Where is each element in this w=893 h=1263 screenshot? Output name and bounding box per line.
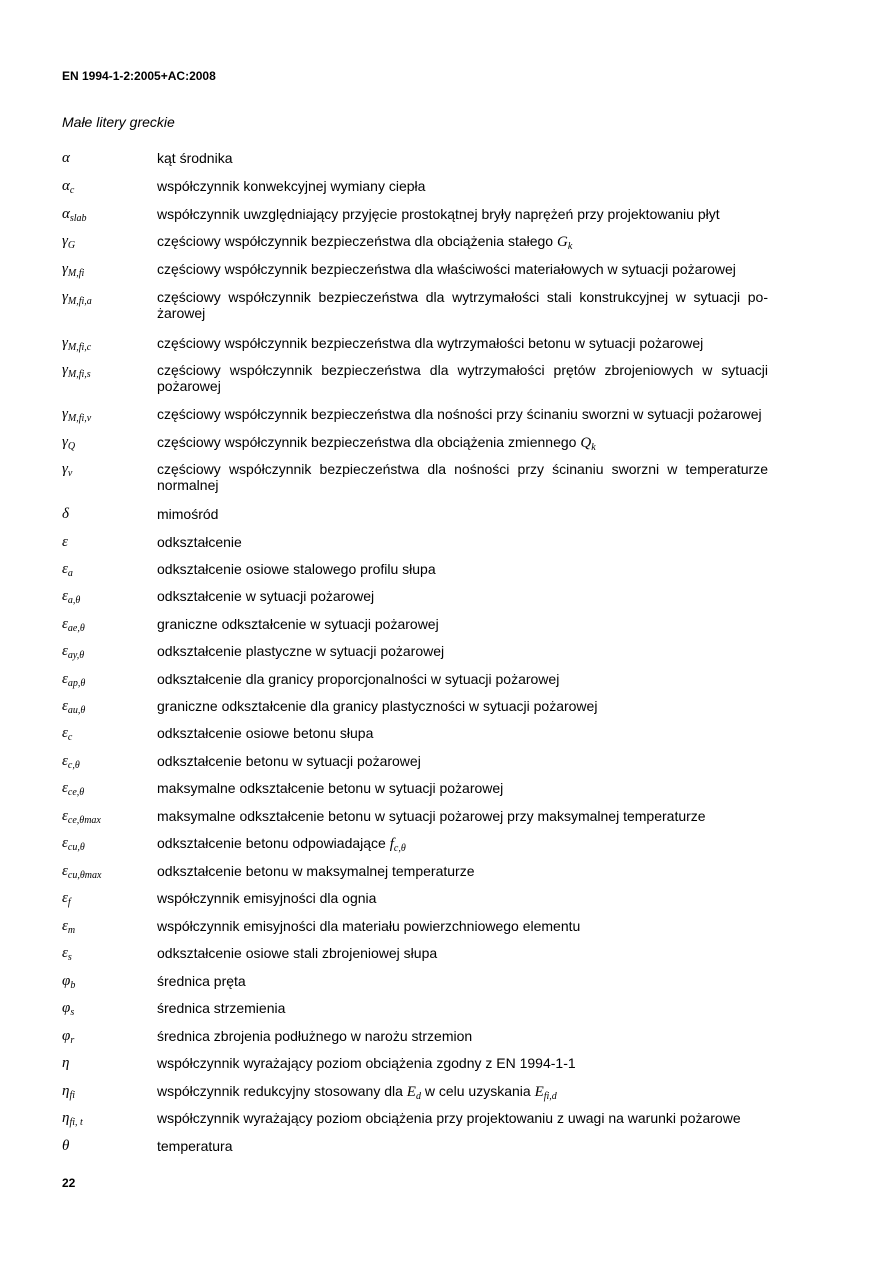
symbol-letter: ε [62,945,68,961]
symbol-letter: γ [62,335,68,351]
symbol-letter: ε [62,835,68,851]
symbol [62,1083,157,1099]
definition [157,534,768,550]
symbol-subscript: a,θ [67,595,81,606]
symbol-subscript: s [67,952,72,963]
symbol-letter: η [62,1110,70,1126]
definition-text: współczynnik konwekcyjnej wymiany ciepła [157,178,426,194]
list-item [62,289,768,321]
definition-text: odkształcenie betonu odpowiadające [157,835,386,851]
definition-text: współczynnik redukcyjny stosowany dla [157,1083,403,1099]
definition-text: odkształcenie [157,534,242,550]
definition [157,233,768,250]
definition [157,461,768,493]
symbol [62,1138,157,1154]
symbol-subscript: slab [69,213,87,224]
symbol-letter: ε [62,534,68,550]
list-item [62,808,768,824]
symbol [62,588,157,604]
symbol [62,863,157,879]
definition [157,808,768,824]
symbol [62,1028,157,1044]
symbol [62,753,157,769]
symbol-letter: α [62,206,70,222]
symbol [62,261,157,277]
definition-text: odkształcenie osiowe stali zbrojeniowej słupa [157,945,438,961]
definition-text: średnica zbrojenia podłużnego w narożu strzemion [157,1028,473,1044]
definition [157,289,768,321]
definition-text: odkształcenie osiowe stalowego profilu słupa [157,561,436,577]
list-item [62,335,768,351]
definition [157,1083,768,1100]
symbol-subscript: M,fi,a [67,296,92,307]
symbol [62,973,157,989]
definition-text: odkształcenie plastyczne w sytuacji pożarowej [157,643,445,659]
definition [157,616,768,632]
definition [157,261,768,277]
symbol-letter: α [62,178,70,194]
symbol-subscript: Q [67,441,76,452]
list-item [62,406,768,422]
symbol-letter: ε [62,616,68,632]
list-item [62,206,768,222]
math-symbol: f [389,836,394,852]
symbol-letter: ε [62,725,68,741]
definition-text: częściowy współczynnik bezpieczeństwa dla obciążenia stałego [157,233,554,249]
symbol-letter: ε [62,561,68,577]
symbol [62,890,157,906]
list-item [62,561,768,577]
definition [157,1110,768,1126]
definition-text: współczynnik wyrażający poziom obciążenia zgodny z EN 1994-1-1 [157,1055,576,1071]
list-item [62,973,768,989]
definition [157,178,768,194]
definition [157,506,768,522]
definition-text: kąt środnika [157,150,233,166]
definition-text: odkształcenie w sytuacji pożarowej [157,588,375,604]
inline-math [390,836,406,852]
list-item [62,1000,768,1016]
symbol-subscript: ce,θ [67,787,85,798]
symbol [62,945,157,961]
definition [157,753,768,769]
list-item [62,780,768,796]
symbol-subscript: M,fi,s [67,369,91,380]
symbol-subscript: cu,θmax [67,870,102,881]
definition-text: częściowy współczynnik bezpieczeństwa dla obciążenia zmiennego [157,434,577,450]
definition-text: średnica strzemienia [157,1000,286,1016]
list-item [62,1083,768,1100]
symbol-subscript: M,fi [67,268,85,279]
inline-math [557,234,572,250]
symbol [62,780,157,796]
symbol-letter: ε [62,863,68,879]
math-symbol: E [534,1084,544,1100]
definition-text-continued: w celu uzyskania [424,1083,531,1099]
list-item [62,725,768,741]
definition-text: współczynnik uwzględniający przyjęcie prostokątnej bryły naprężeń przy projektowaniu płyt [157,206,720,222]
math-subscript: fi,d [543,1091,557,1102]
symbol-letter: ε [62,698,68,714]
symbol [62,1000,157,1016]
definition-text: częściowy współczynnik bezpieczeństwa dla nośności przy ścinaniu sworzni w temperaturze normalnej [157,461,768,493]
symbol [62,362,157,378]
symbol-letter: φ [62,973,71,989]
symbol [62,835,157,851]
list-item [62,461,768,493]
symbol-subscript: f [67,897,71,908]
symbol [62,461,157,477]
symbol-letter: ε [62,671,68,687]
symbol [62,335,157,351]
symbol-subscript: c,θ [67,760,80,771]
list-item [62,178,768,194]
definition [157,918,768,934]
definition [157,206,768,222]
list-item [62,150,768,166]
symbol [62,150,157,166]
definition-text: odkształcenie betonu w maksymalnej temperaturze [157,863,475,879]
definition-text: częściowy współczynnik bezpieczeństwa dla właściwości materiałowych w sytuacji pożarowej [157,261,736,277]
definition [157,890,768,906]
list-item [62,698,768,714]
math-symbol: E [406,1084,416,1100]
symbol-subscript: fi [69,1090,76,1101]
list-item [62,671,768,687]
symbol-subscript: c [69,185,75,196]
symbol-letter: δ [62,506,69,522]
symbol [62,506,157,522]
definition-text: odkształcenie betonu w sytuacji pożarowej [157,753,421,769]
symbol [62,918,157,934]
inline-math [407,1084,421,1100]
definition [157,780,768,796]
list-item [62,918,768,934]
math-subscript: d [415,1091,421,1102]
inline-math [535,1084,557,1100]
list-item [62,863,768,879]
symbol-subscript: c [67,732,73,743]
definition-text: mimośród [157,506,219,522]
symbol-letter: ε [62,780,68,796]
section-title: Małe litery greckie [62,114,175,130]
list-item [62,534,768,550]
symbol-letter: γ [62,289,68,305]
definition-text: średnica pręta [157,973,246,989]
list-item [62,362,768,394]
definition-text: maksymalne odkształcenie betonu w sytuacji pożarowej przy maksymalnej temperaturze [157,808,706,824]
symbol-letter: η [62,1083,70,1099]
symbol [62,1110,157,1126]
symbol-subscript: ce,θmax [67,815,101,826]
definition-text: częściowy współczynnik bezpieczeństwa dla wytrzymałości prętów zbrojeniowych w sytuacji pożarowej [157,362,768,394]
symbol-subscript: m [67,925,76,936]
definition [157,434,768,451]
definition [157,1028,768,1044]
symbol-letter: ε [62,643,68,659]
definition [157,945,768,961]
symbol [62,534,157,550]
symbol [62,671,157,687]
definition [157,406,768,422]
symbol-letter: γ [62,434,68,450]
symbol [62,289,157,305]
list-item [62,643,768,659]
definition [157,561,768,577]
symbol-letter: ε [62,918,68,934]
symbol-letter: ε [62,890,68,906]
list-item [62,588,768,604]
symbol-letter: ε [62,588,68,604]
definition [157,671,768,687]
definition-text: współczynnik emisyjności dla ognia [157,890,377,906]
symbol-subscript: G [67,240,76,251]
list-item [62,1110,768,1126]
definition-text: maksymalne odkształcenie betonu w sytuacji pożarowej [157,780,504,796]
symbol-letter: φ [62,1000,71,1016]
symbol-letter: γ [62,261,68,277]
list-item [62,835,768,852]
symbol-letter: ε [62,808,68,824]
definition-text: częściowy współczynnik bezpieczeństwa dla nośności przy ścinaniu sworzni w sytuacji pożarowej [157,406,762,422]
definition [157,362,768,394]
symbol [62,233,157,249]
math-subscript: k [567,241,573,252]
definition [157,1138,768,1154]
definition-text: temperatura [157,1138,233,1154]
definition [157,150,768,166]
definition [157,643,768,659]
page-number: 22 [62,1176,76,1190]
list-item [62,434,768,451]
definition-text: współczynnik wyrażający poziom obciążenia przy projektowaniu z uwagi na warunki pożarowe [157,1110,741,1126]
symbol-subscript: au,θ [67,705,86,716]
symbol-subscript: s [70,1007,75,1018]
symbol [62,406,157,422]
symbol [62,1055,157,1071]
definition [157,973,768,989]
symbol-letter: γ [62,406,68,422]
symbol-subscript: a [67,568,73,579]
symbol-letter: θ [62,1138,70,1154]
symbol-subscript: v [67,468,73,479]
list-item [62,233,768,250]
symbol-letter: γ [62,362,68,378]
list-item [62,1055,768,1071]
symbol-letter: φ [62,1028,71,1044]
list-item [62,753,768,769]
definition [157,1000,768,1016]
list-item [62,945,768,961]
symbol-subscript: cu,θ [67,842,85,853]
list-item [62,890,768,906]
list-item [62,261,768,277]
symbol [62,808,157,824]
symbol-subscript: M,fi,v [67,413,92,424]
symbol-letter: ε [62,753,68,769]
list-item [62,1138,768,1154]
symbol [62,725,157,741]
math-symbol: G [557,234,568,250]
definition [157,725,768,741]
definition-text: odkształcenie osiowe betonu słupa [157,725,374,741]
definition [157,588,768,604]
symbol [62,616,157,632]
definition-text: graniczne odkształcenie dla granicy plastyczności w sytuacji pożarowej [157,698,598,714]
definition-text: częściowy współczynnik bezpieczeństwa dla wytrzymałości betonu w sytuacji pożarowej [157,335,704,351]
symbol [62,561,157,577]
definition-text: graniczne odkształcenie w sytuacji pożarowej [157,616,439,632]
symbol-subscript: ap,θ [67,678,86,689]
definition [157,1055,768,1071]
math-subscript: k [591,442,596,453]
definition-text: odkształcenie dla granicy proporcjonalności w sytuacji pożarowej [157,671,560,687]
definition [157,835,768,852]
symbol-subscript: b [70,980,76,991]
symbol-letter: γ [62,461,68,477]
symbol-subscript: M,fi,c [67,342,92,353]
symbol [62,643,157,659]
math-symbol: Q [580,435,592,451]
symbol-subscript: ay,θ [67,650,85,661]
symbol-letter: η [62,1055,70,1071]
symbol [62,206,157,222]
symbol [62,178,157,194]
document-header: EN 1994-1-2:2005+AC:2008 [62,69,216,83]
definition-text: współczynnik emisyjności dla materiału powierzchniowego elementu [157,918,581,934]
definition [157,863,768,879]
definition [157,698,768,714]
inline-math [580,435,595,451]
symbol [62,434,157,450]
symbol-subscript: ae,θ [67,623,85,634]
list-item [62,616,768,632]
symbol-letter: α [62,150,70,166]
math-subscript: c,θ [393,843,406,854]
symbol-subscript: fi, t [69,1117,83,1128]
symbol-letter: γ [62,233,68,249]
list-item [62,1028,768,1044]
definition-text: częściowy współczynnik bezpieczeństwa dla wytrzymałości stali konstrukcyjnej w sytuacji po-żarowej [157,289,768,321]
list-item [62,506,768,522]
symbol [62,698,157,714]
symbol-subscript: r [70,1035,75,1046]
definition [157,335,768,351]
